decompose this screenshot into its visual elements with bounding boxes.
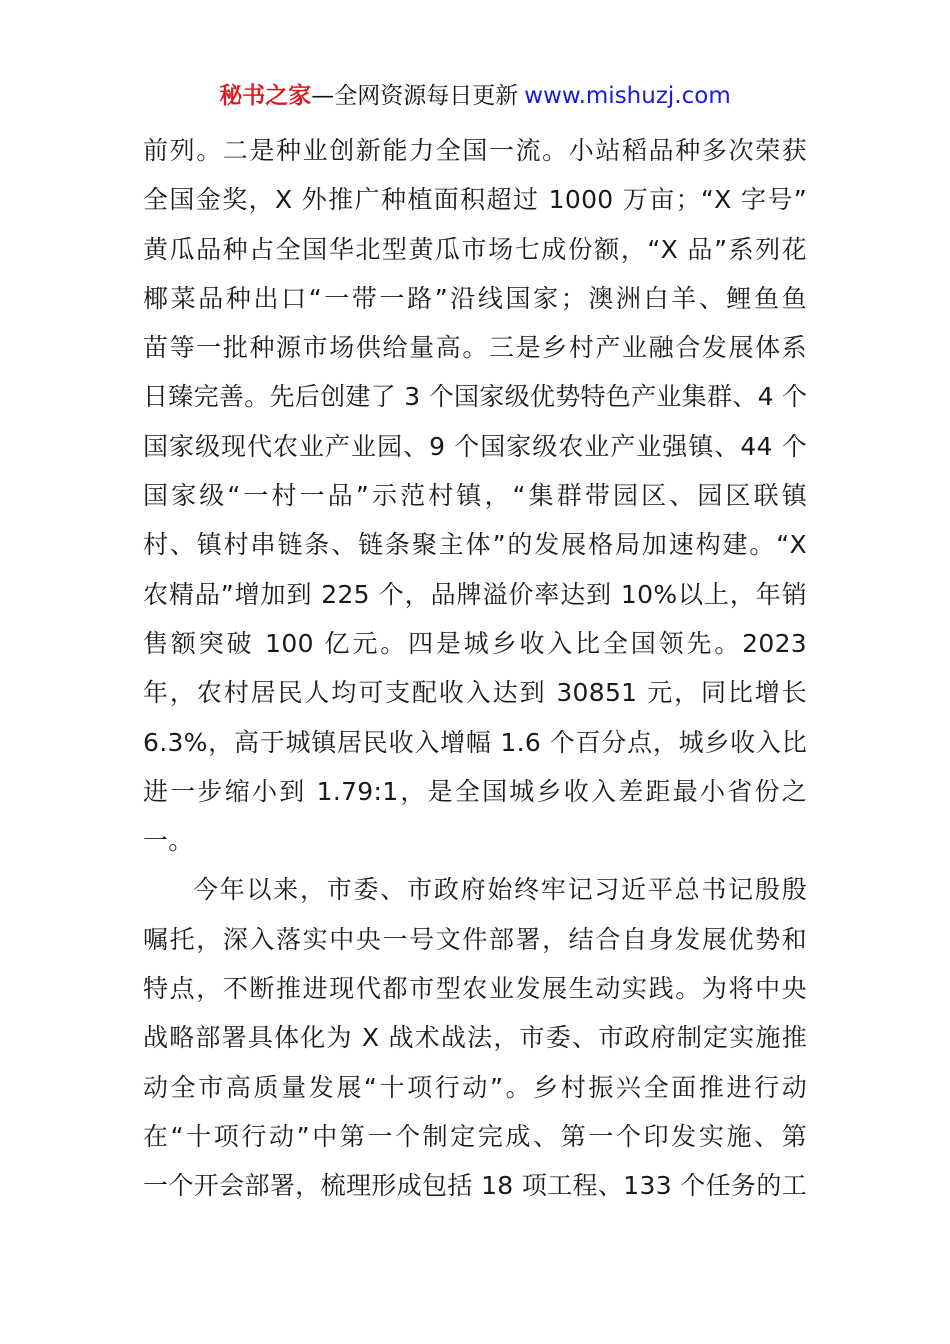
paragraph-first-line: 今年以来，市委、市政府始终牢记习近平总书记殷殷 xyxy=(193,875,807,905)
text-line: 在“十项行动”中第一个制定完成、第一个印发实施、第 xyxy=(143,1121,807,1151)
text-line: 苗等一批种源市场供给量高。三是乡村产业融合发展体系 xyxy=(143,333,807,363)
text-line: 国家级现代农业产业园、9 个国家级农业产业强镇、44 个 xyxy=(143,431,807,461)
text-line: 嘱托，深入落实中央一号文件部署，结合自身发展优势和 xyxy=(143,924,807,954)
site-tagline: —全网资源每日更新 xyxy=(311,83,519,109)
text-line: 战略部署具体化为 X 战术战法，市委、市政府制定实施推 xyxy=(143,1023,807,1053)
text-line: 售额突破 100 亿元。四是城乡收入比全国领先。2023 xyxy=(143,628,807,658)
text-line: 特点，不断推进现代都市型农业发展生动实践。为将中央 xyxy=(143,974,807,1004)
text-line: 年，农村居民人均可支配收入达到 30851 元，同比增长 xyxy=(143,678,807,708)
text-line: 动全市高质量发展“十项行动”。乡村振兴全面推进行动 xyxy=(143,1072,807,1102)
site-url-link[interactable]: www.mishuzj.com xyxy=(524,83,731,109)
text-line: 6.3%，高于城镇居民收入增幅 1.6 个百分点，城乡收入比 xyxy=(143,727,807,757)
site-brand: 秘书之家 xyxy=(219,83,312,109)
text-line: 一个开会部署，梳理形成包括 18 项工程、133 个任务的工 xyxy=(143,1171,807,1201)
text-line: 黄瓜品种占全国华北型黄瓜市场七成份额，“X 品”系列花 xyxy=(143,234,807,264)
text-line: 国家级“一村一品”示范村镇，“集群带园区、园区联镇 xyxy=(143,481,807,511)
document-body xyxy=(143,126,807,1211)
text-line: 农精品”增加到 225 个，品牌溢价率达到 10%以上，年销 xyxy=(143,579,807,609)
text-line: 进一步缩小到 1.79:1，是全国城乡收入差距最小省份之 xyxy=(143,776,807,806)
text-line: 前列。二是种业创新能力全国一流。小站稻品种多次荣获 xyxy=(143,136,807,165)
paragraph-end-line: 一。 xyxy=(143,826,194,856)
site-header xyxy=(0,80,950,112)
text-line: 椰菜品种出口“一带一路”沿线国家；澳洲白羊、鲤鱼鱼 xyxy=(143,283,807,313)
text-line: 全国金奖，X 外推广种植面积超过 1000 万亩；“X 字号” xyxy=(143,185,807,215)
text-line: 日臻完善。先后创建了 3 个国家级优势特色产业集群、4 个 xyxy=(143,382,808,412)
text-line: 村、镇村串链条、链条聚主体”的发展格局加速构建。“X xyxy=(143,530,807,560)
